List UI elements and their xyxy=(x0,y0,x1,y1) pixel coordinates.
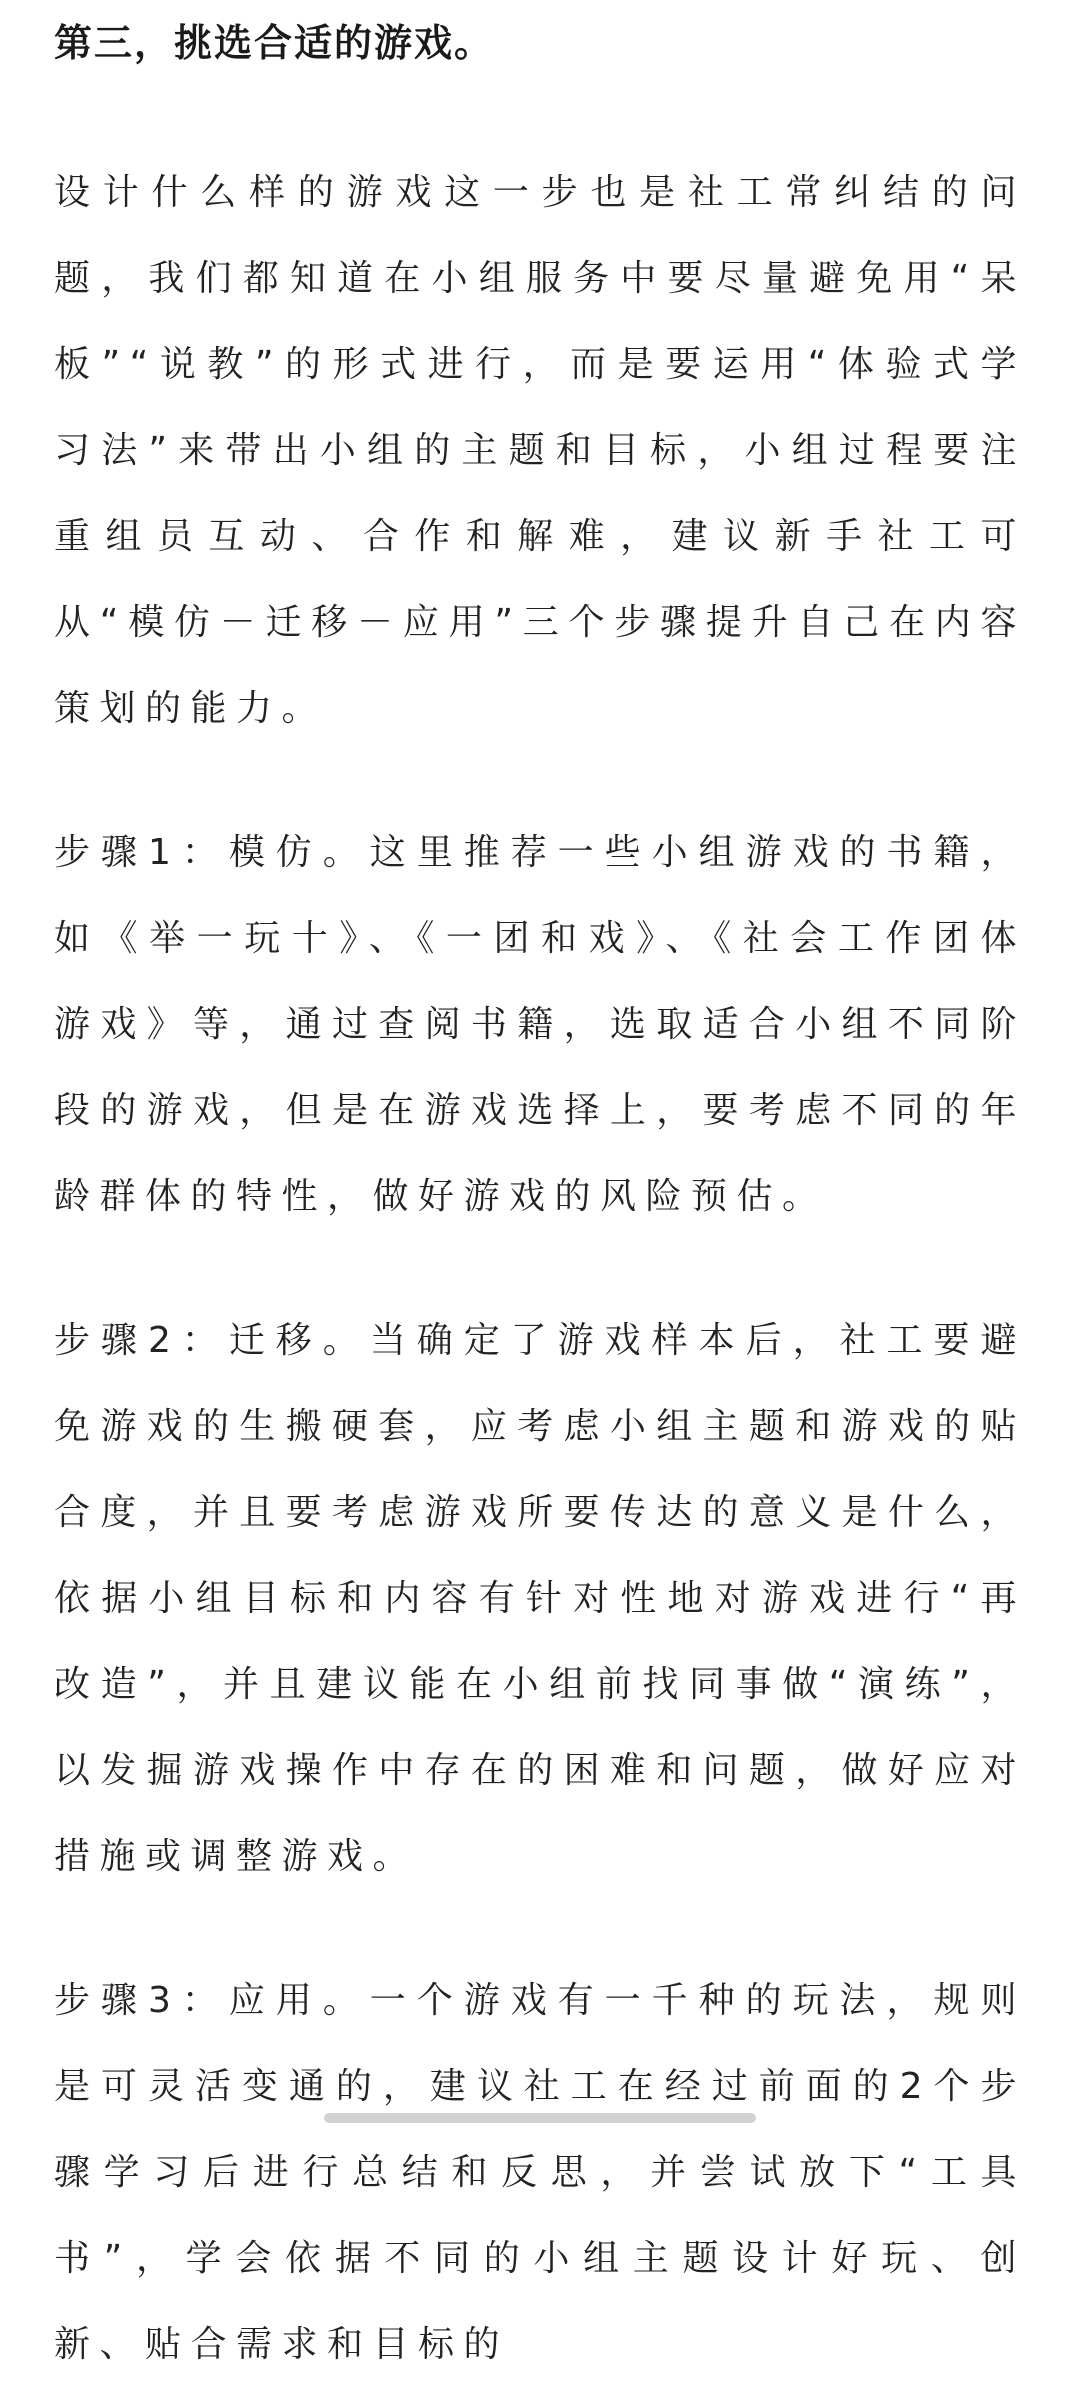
paragraph-step-3: 步骤3：应用。一个游戏有一千种的玩法，规则是可灵活变通的，建议社工在经过前面的2个步骤学习后进行总结和反思，并尝试放下“工具书”，学会依据不同的小组主题设计好玩、创新、贴合需求和目标的 xyxy=(54,1980,1026,2365)
section-heading: 第三，挑选合适的游戏。 xyxy=(54,21,495,65)
paragraph-step-2: 步骤2：迁移。当确定了游戏样本后，社工要避免游戏的生搬硬套，应考虑小组主题和游戏的贴合度，并且要考虑游戏所要传达的意义是什么，依据小组目标和内容有针对性地对游戏进行“再改造”，并且建议能在小组前找同事做“演练”，以发掘游戏操作中存在的困难和问题，做好应对措施或调整游戏。 xyxy=(54,1320,1026,1877)
article-body xyxy=(54,0,1026,2388)
paragraph-step-1: 步骤1：模仿。这里推荐一些小组游戏的书籍，如《举一玩十》、《一团和戏》、《社会工作团体游戏》等，通过查阅书籍，选取适合小组不同阶段的游戏，但是在游戏选择上，要考虑不同的年龄群体的特性，做好游戏的风险预估。 xyxy=(54,832,1026,1217)
paragraph-intro: 设计什么样的游戏这一步也是社工常纠结的问题，我们都知道在小组服务中要尽量避免用“呆板”“说教”的形式进行，而是要运用“体验式学习法”来带出小组的主题和目标，小组过程要注重组员互动、合作和解难，建议新手社工可从“模仿－迁移－应用”三个步骤提升自己在内容策划的能力。 xyxy=(54,172,1026,729)
home-indicator[interactable] xyxy=(324,2113,756,2123)
